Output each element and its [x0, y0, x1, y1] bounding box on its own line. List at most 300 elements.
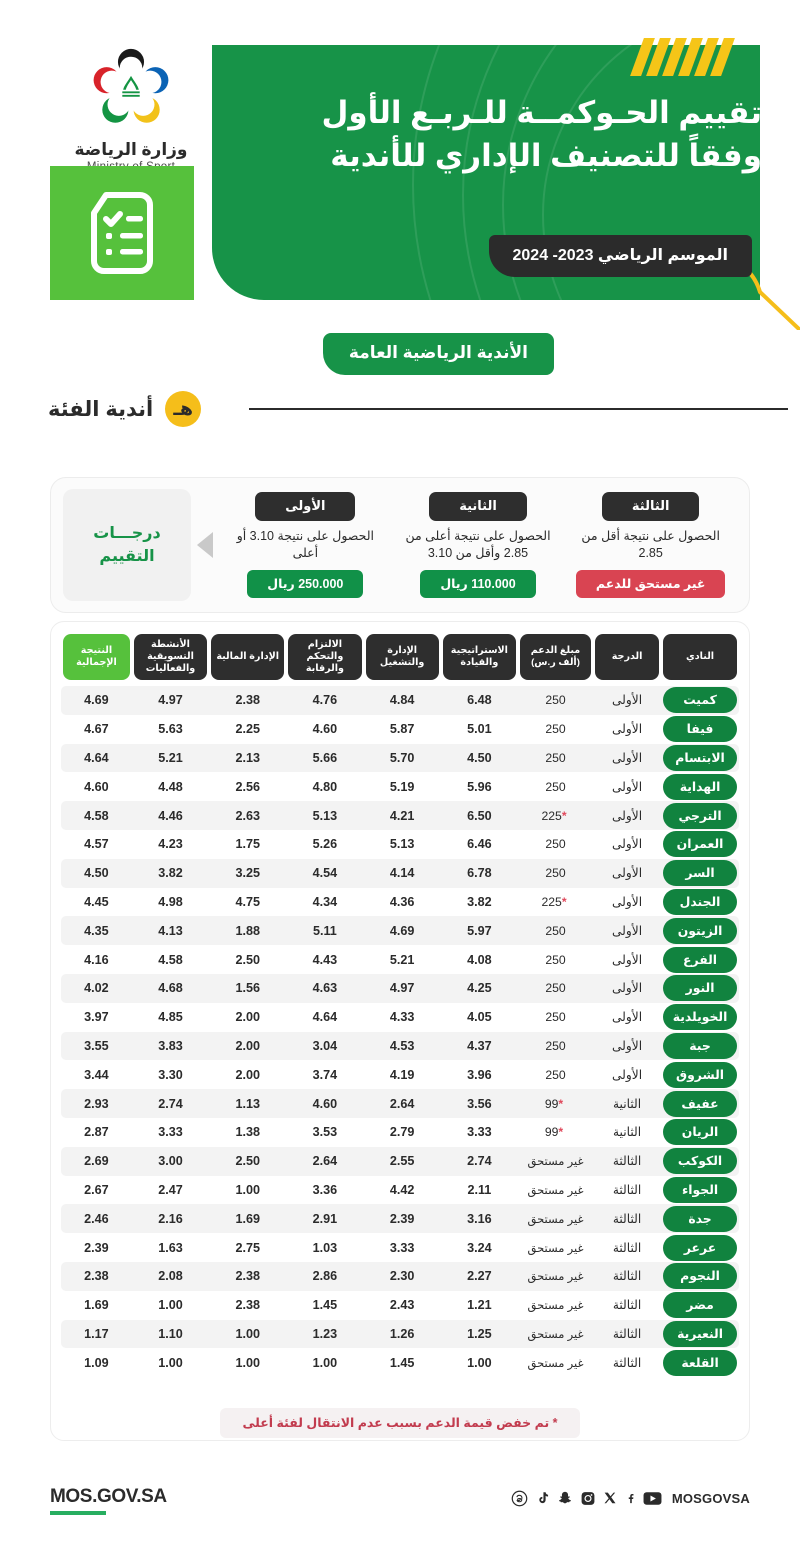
table-cell-support-amount: غير مستحق	[518, 1147, 593, 1176]
table-header-cell	[286, 634, 363, 686]
table-cell-strategy: 3.82	[467, 894, 492, 909]
table-cell-strategy: 4.25	[441, 974, 518, 1003]
table-cell-total-score: 4.16	[84, 952, 109, 967]
club-name-pill: عفيف	[663, 1091, 737, 1117]
table-cell-total-score: 2.67	[84, 1182, 109, 1197]
table-cell-strategy: 3.16	[441, 1204, 518, 1233]
table-cell-club	[661, 1204, 739, 1233]
table-cell-total-score: 2.69	[61, 1147, 132, 1176]
ministry-name-arabic: وزارة الرياضة	[74, 140, 188, 159]
table-cell-strategy: 1.25	[441, 1320, 518, 1349]
table-cell-compliance: 4.63	[286, 974, 363, 1003]
table-cell-club	[661, 744, 739, 773]
tier-amount: 250.000 ريال	[247, 570, 363, 598]
table-cell-support-amount: غير مستحق	[527, 1242, 584, 1255]
club-name-pill: مضر	[663, 1292, 737, 1318]
table-cell-compliance: 1.45	[312, 1298, 338, 1313]
table-cell-operations: 5.87	[389, 722, 415, 737]
table-cell-compliance: 4.43	[312, 952, 338, 967]
table-row	[61, 1320, 739, 1349]
table-cell-strategy: 2.27	[441, 1262, 518, 1291]
table-cell-club	[661, 1262, 739, 1291]
table-header-label: الإدارة والتشغيل	[366, 634, 439, 680]
table-cell-operations: 1.45	[389, 1355, 415, 1370]
footer-social	[511, 1490, 750, 1507]
table-cell-finance: 2.00	[235, 1067, 260, 1082]
tier-amount: 110.000 ريال	[420, 570, 535, 598]
tier-item	[392, 492, 565, 598]
club-name-pill: فيفا	[663, 716, 737, 742]
table-cell-club	[661, 1003, 739, 1032]
table-cell-finance: 1.00	[235, 1182, 260, 1197]
table-cell-support-amount: 250	[518, 859, 593, 888]
table-cell-club	[661, 1147, 739, 1176]
footer-website[interactable]	[50, 1486, 167, 1515]
tier-description: الحصول على نتيجة أعلى من 2.85 وأقل من 3.10	[405, 529, 551, 560]
table-cell-marketing: 3.00	[132, 1147, 209, 1176]
table-cell-marketing: 1.63	[158, 1240, 183, 1255]
club-name-pill: الابتسام	[663, 745, 737, 771]
table-cell-marketing: 3.82	[132, 859, 209, 888]
table-cell-compliance: 4.60	[312, 722, 338, 737]
table-cell-operations: 4.19	[389, 1067, 415, 1082]
instagram-icon[interactable]	[580, 1490, 596, 1507]
table-cell-total-score: 3.44	[84, 1067, 109, 1082]
triangle-pointer-icon	[197, 532, 213, 558]
table-cell-grade: الثالثة	[612, 1355, 642, 1370]
table-cell-marketing: 4.98	[158, 894, 183, 909]
table-cell-total-score: 2.93	[61, 1089, 132, 1118]
table-cell-support-amount: 250	[518, 686, 593, 715]
table-cell-grade: الأولى	[593, 916, 661, 945]
table-row	[61, 1147, 739, 1176]
table-cell-finance: 2.50	[235, 952, 260, 967]
table-row	[61, 744, 739, 773]
footer	[0, 1480, 800, 1540]
club-name-pill: الكوكب	[663, 1148, 737, 1174]
club-name-pill: العمران	[663, 831, 737, 857]
table-cell-compliance: 1.23	[286, 1320, 363, 1349]
table-cell-operations: 2.55	[364, 1147, 441, 1176]
table-cell-compliance: 1.03	[312, 1240, 338, 1255]
table-cell-support-amount: غير مستحق	[518, 1262, 593, 1291]
table-cell-support-amount: 250	[518, 744, 593, 773]
table-cell-support-amount: *225	[541, 894, 567, 909]
table-cell-support-amount: *99	[518, 1089, 593, 1118]
club-name-pill: الجواء	[663, 1177, 737, 1203]
reduced-support-asterisk-icon: *	[558, 1096, 564, 1111]
table-row	[61, 686, 739, 715]
table-cell-strategy: 5.01	[467, 722, 492, 737]
table-cell-operations: 4.14	[364, 859, 441, 888]
table-cell-compliance: 3.36	[312, 1182, 338, 1197]
table-cell-club	[661, 1060, 739, 1089]
table-cell-finance: 2.38	[209, 686, 286, 715]
tier-item	[219, 492, 392, 598]
table-cell-support-amount: غير مستحق	[527, 1300, 584, 1313]
table-cell-support-amount: 250	[545, 722, 566, 737]
tier-item	[564, 492, 737, 598]
table-cell-total-score: 4.69	[61, 686, 132, 715]
table-cell-finance: 2.13	[209, 744, 286, 773]
table-cell-club	[661, 715, 739, 744]
table-header-cell	[209, 634, 286, 686]
subtitle-pill: الأندية الرياضية العامة	[323, 333, 554, 375]
table-cell-marketing: 4.85	[158, 1010, 183, 1025]
table-row	[61, 715, 739, 744]
table-cell-club	[661, 888, 739, 917]
x-icon[interactable]	[603, 1490, 618, 1507]
table-cell-total-score: 2.39	[84, 1240, 109, 1255]
threads-icon[interactable]	[511, 1490, 528, 1507]
table-cell-compliance: 2.91	[286, 1204, 363, 1233]
table-cell-operations: 4.53	[364, 1032, 441, 1061]
table-cell-compliance: 4.54	[286, 859, 363, 888]
table-row	[61, 1032, 739, 1061]
table-cell-operations: 2.64	[364, 1089, 441, 1118]
table-cell-total-score: 1.69	[84, 1298, 109, 1313]
table-cell-strategy: 1.00	[467, 1355, 492, 1370]
table-cell-marketing: 5.21	[132, 744, 209, 773]
table-cell-strategy: 6.50	[441, 801, 518, 830]
table-cell-support-amount: 250	[518, 916, 593, 945]
club-name-pill: النور	[663, 975, 737, 1001]
table-cell-operations: 1.26	[364, 1320, 441, 1349]
table-cell-operations: 2.79	[389, 1125, 415, 1140]
table-cell-finance: 1.38	[235, 1125, 260, 1140]
table-cell-total-score: 3.97	[84, 1010, 109, 1025]
table-row	[61, 801, 739, 830]
footnote-container	[50, 1408, 750, 1438]
table-cell-compliance: 3.74	[312, 1067, 338, 1082]
table-cell-marketing: 4.48	[158, 779, 183, 794]
tier-description: الحصول على نتيجة أقل من 2.85	[581, 529, 720, 560]
table-cell-marketing: 2.16	[132, 1204, 209, 1233]
table-cell-grade: الثالثة	[593, 1262, 661, 1291]
reduced-support-asterisk-icon: *	[561, 894, 567, 909]
table-cell-finance: 2.25	[235, 722, 260, 737]
table-cell-total-score: 4.58	[61, 801, 132, 830]
table-row	[61, 916, 739, 945]
table-cell-compliance: 4.76	[286, 686, 363, 715]
table-cell-finance: 1.56	[209, 974, 286, 1003]
table-cell-strategy: 6.48	[441, 686, 518, 715]
reduced-support-asterisk-icon: *	[558, 1125, 564, 1140]
table-cell-strategy: 3.56	[441, 1089, 518, 1118]
tier-name: الأولى	[255, 492, 355, 521]
table-row	[61, 1262, 739, 1291]
table-cell-grade: الأولى	[593, 974, 661, 1003]
table-cell-club	[661, 945, 739, 974]
table-cell-grade: الثالثة	[593, 1147, 661, 1176]
header	[0, 0, 800, 330]
table-cell-grade: الأولى	[612, 952, 643, 967]
table-cell-marketing: 4.58	[158, 952, 183, 967]
table-cell-compliance: 2.86	[286, 1262, 363, 1291]
facebook-icon[interactable]	[625, 1490, 636, 1507]
club-name-pill: الشروق	[663, 1062, 737, 1088]
table-cell-club	[661, 1118, 739, 1147]
table-header-cell	[61, 634, 132, 686]
table-cell-marketing: 2.47	[158, 1182, 183, 1197]
diagonal-stripes-decoration	[637, 38, 728, 76]
table-cell-strategy: 5.96	[467, 779, 492, 794]
table-cell-marketing: 1.00	[158, 1355, 183, 1370]
table-row	[61, 1291, 739, 1320]
grading-tiers-title-line1: درجـــات	[93, 524, 161, 542]
table-cell-compliance: 3.53	[312, 1125, 338, 1140]
table-cell-finance: 4.75	[235, 894, 260, 909]
table-cell-support-amount: غير مستحق	[518, 1204, 593, 1233]
table-header-label: النادي	[663, 634, 737, 680]
table-header-cell	[518, 634, 593, 686]
table-cell-compliance: 5.13	[286, 801, 363, 830]
table-cell-operations: 5.13	[389, 837, 415, 852]
table-cell-marketing: 3.33	[158, 1125, 183, 1140]
table-cell-grade: الأولى	[612, 1067, 643, 1082]
table-row	[61, 1060, 739, 1089]
table-cell-support-amount: غير مستحق	[527, 1184, 584, 1197]
table-row	[61, 974, 739, 1003]
club-name-pill: الجندل	[663, 889, 737, 915]
table-cell-total-score: 2.87	[84, 1125, 109, 1140]
table-cell-grade: الثالثة	[593, 1204, 661, 1233]
club-name-pill: عرعر	[663, 1235, 737, 1261]
club-name-pill: الفرع	[663, 947, 737, 973]
footer-website-label: MOS.GOV.SA	[50, 1486, 167, 1507]
table-cell-finance: 3.25	[209, 859, 286, 888]
table-cell-strategy: 1.21	[467, 1298, 492, 1313]
table-cell-club	[661, 686, 739, 715]
table-row	[61, 1348, 739, 1377]
ministry-flower-icon	[87, 48, 175, 128]
table-header-cell	[593, 634, 661, 686]
footer-handle-label: MOSGOVSA	[671, 1491, 750, 1506]
table-cell-club	[661, 1291, 739, 1320]
table-cell-marketing: 2.08	[132, 1262, 209, 1291]
table-cell-support-amount: غير مستحق	[527, 1357, 584, 1370]
table-cell-strategy: 6.46	[467, 837, 492, 852]
tier-name: الثانية	[429, 492, 527, 521]
table-cell-grade: الثانية	[593, 1089, 661, 1118]
table-cell-strategy: 6.78	[441, 859, 518, 888]
table-row	[61, 1176, 739, 1205]
table-row	[61, 1003, 739, 1032]
table-cell-compliance: 2.64	[286, 1147, 363, 1176]
table-cell-strategy: 3.96	[467, 1067, 492, 1082]
footer-underline-decoration	[50, 1511, 106, 1515]
table-cell-operations: 4.21	[364, 801, 441, 830]
table-cell-compliance: 5.66	[286, 744, 363, 773]
table-cell-marketing: 4.23	[158, 837, 183, 852]
table-cell-finance: 1.00	[209, 1320, 286, 1349]
table-cell-finance: 2.50	[209, 1147, 286, 1176]
header-title-line1: تقييم الحـوكمــة للـربـع الأول	[321, 95, 762, 130]
table-header-label: الدرجة	[595, 634, 659, 680]
table-cell-support-amount: 250	[518, 1032, 593, 1061]
table-cell-grade: الأولى	[612, 894, 643, 909]
table-cell-strategy: 2.74	[441, 1147, 518, 1176]
youtube-icon[interactable]	[643, 1491, 662, 1506]
table-header-label: الاستراتيجية والقيادة	[443, 634, 516, 680]
table-cell-marketing: 4.97	[132, 686, 209, 715]
club-name-pill: جبة	[663, 1033, 737, 1059]
table-cell-grade: الثالثة	[612, 1240, 642, 1255]
table-cell-total-score: 4.64	[61, 744, 132, 773]
table-cell-support-amount: *225	[518, 801, 593, 830]
tier-amount: غير مستحق للدعم	[576, 570, 726, 598]
table-row	[61, 830, 739, 859]
category-row	[0, 388, 800, 430]
table-row	[61, 772, 739, 801]
table-cell-strategy: 4.05	[467, 1010, 492, 1025]
table-cell-total-score: 4.50	[61, 859, 132, 888]
table-cell-club	[661, 772, 739, 801]
ministry-logo	[50, 48, 212, 173]
table-cell-grade: الأولى	[593, 859, 661, 888]
table-cell-operations: 4.42	[389, 1182, 415, 1197]
table-cell-support-amount: 250	[545, 952, 566, 967]
table-cell-compliance: 4.34	[312, 894, 338, 909]
table-cell-total-score: 4.67	[84, 722, 109, 737]
checklist-icon-panel	[50, 166, 194, 300]
table-cell-compliance: 1.00	[312, 1355, 338, 1370]
table-header-cell	[441, 634, 518, 686]
table-cell-strategy: 4.50	[441, 744, 518, 773]
table-cell-grade: الأولى	[593, 1032, 661, 1061]
table-cell-total-score: 4.35	[61, 916, 132, 945]
table-row	[61, 1233, 739, 1262]
table-cell-compliance: 5.26	[312, 837, 338, 852]
tier-description: الحصول على نتيجة 3.10 أو أعلى	[236, 529, 374, 560]
header-title	[292, 92, 762, 178]
table-cell-operations: 5.21	[389, 952, 415, 967]
table-cell-finance: 2.56	[235, 779, 260, 794]
table-header-label: الإدارة المالية	[211, 634, 284, 680]
table-row	[61, 859, 739, 888]
grading-tiers-card	[50, 477, 750, 613]
table-cell-marketing: 1.10	[132, 1320, 209, 1349]
results-table	[61, 634, 739, 1377]
snapchat-icon[interactable]	[557, 1490, 573, 1507]
club-name-pill: السر	[663, 860, 737, 886]
table-cell-compliance: 4.80	[312, 779, 338, 794]
table-cell-compliance: 4.60	[286, 1089, 363, 1118]
table-cell-grade: الثانية	[613, 1125, 642, 1140]
table-cell-operations: 2.39	[364, 1204, 441, 1233]
table-cell-support-amount: 250	[545, 779, 566, 794]
table-cell-club	[661, 859, 739, 888]
table-cell-operations: 4.33	[389, 1010, 415, 1025]
table-cell-grade: الأولى	[612, 722, 643, 737]
table-cell-total-score: 3.55	[61, 1032, 132, 1061]
table-cell-support-amount: غير مستحق	[518, 1320, 593, 1349]
table-row	[61, 945, 739, 974]
table-cell-operations: 2.43	[389, 1298, 415, 1313]
table-cell-support-amount: 250	[518, 974, 593, 1003]
club-name-pill: النجوم	[663, 1263, 737, 1289]
header-title-line2: وفقاً للتصنيف الإداري للأندية	[330, 137, 762, 173]
table-cell-club	[661, 830, 739, 859]
table-cell-grade: الأولى	[612, 837, 643, 852]
table-cell-finance: 2.38	[209, 1262, 286, 1291]
table-cell-operations: 4.97	[364, 974, 441, 1003]
table-cell-club	[661, 1320, 739, 1349]
table-header-cell	[364, 634, 441, 686]
table-header-label: الأنشطة التسويقية والفعاليات	[134, 634, 207, 680]
table-cell-operations: 5.70	[364, 744, 441, 773]
table-cell-finance: 1.13	[209, 1089, 286, 1118]
table-cell-grade: الأولى	[593, 686, 661, 715]
reduced-support-asterisk-icon: *	[561, 808, 567, 823]
club-name-pill: جدة	[663, 1206, 737, 1232]
table-cell-total-score: 2.38	[61, 1262, 132, 1291]
table-cell-club	[661, 916, 739, 945]
table-header-cell	[661, 634, 739, 686]
table-cell-grade: الثالثة	[593, 1320, 661, 1349]
grading-tiers-title-line2: التقييم	[99, 548, 155, 565]
table-cell-strategy: 5.97	[441, 916, 518, 945]
club-name-pill: كميت	[663, 687, 737, 713]
club-name-pill: الترجي	[663, 803, 737, 829]
table-cell-finance: 1.69	[209, 1204, 286, 1233]
table-cell-support-amount: 250	[545, 1067, 566, 1082]
table-cell-compliance: 5.11	[286, 916, 363, 945]
table-cell-club	[661, 1089, 739, 1118]
table-cell-total-score: 4.60	[84, 779, 109, 794]
category-label: أندية الفئة	[48, 397, 154, 421]
table-header-row	[61, 634, 739, 686]
table-cell-strategy: 4.37	[441, 1032, 518, 1061]
table-cell-grade: الأولى	[593, 744, 661, 773]
club-name-pill: الخويلدية	[663, 1004, 737, 1030]
table-cell-grade: الأولى	[612, 1010, 643, 1025]
table-cell-marketing: 1.00	[158, 1298, 183, 1313]
table-header-label: النتيجة الإجمالية	[63, 634, 130, 680]
table-cell-operations: 2.30	[364, 1262, 441, 1291]
table-row	[61, 1118, 739, 1147]
table-cell-operations: 3.33	[389, 1240, 415, 1255]
footnote-text: * تم خفض قيمة الدعم بسبب عدم الانتقال لفئة أعلى	[220, 1408, 579, 1438]
club-name-pill: الريان	[663, 1119, 737, 1145]
table-cell-marketing: 5.63	[158, 722, 183, 737]
checklist-icon	[86, 191, 158, 275]
table-header-label: مبلغ الدعم (ألف ر.س)	[520, 634, 591, 680]
table-cell-operations: 4.84	[364, 686, 441, 715]
table-cell-marketing: 4.68	[132, 974, 209, 1003]
table-cell-club	[661, 1032, 739, 1061]
table-cell-club	[661, 1233, 739, 1262]
table-cell-club	[661, 1348, 739, 1377]
table-cell-grade: الثالثة	[612, 1298, 642, 1313]
table-cell-total-score: 4.57	[84, 837, 109, 852]
table-row	[61, 1089, 739, 1118]
table-cell-marketing: 4.13	[132, 916, 209, 945]
table-cell-grade: الأولى	[593, 801, 661, 830]
club-name-pill: القلعة	[663, 1350, 737, 1376]
tiktok-icon[interactable]	[535, 1490, 550, 1507]
table-cell-support-amount: 250	[545, 1010, 566, 1025]
table-cell-finance: 2.38	[235, 1298, 260, 1313]
table-cell-compliance: 4.64	[312, 1010, 338, 1025]
table-cell-marketing: 4.46	[132, 801, 209, 830]
table-cell-operations: 5.19	[389, 779, 415, 794]
category-divider-line	[249, 408, 788, 410]
club-name-pill: الزيتون	[663, 918, 737, 944]
table-cell-marketing: 2.74	[132, 1089, 209, 1118]
tier-name: الثالثة	[602, 492, 700, 521]
table-cell-club	[661, 1176, 739, 1205]
